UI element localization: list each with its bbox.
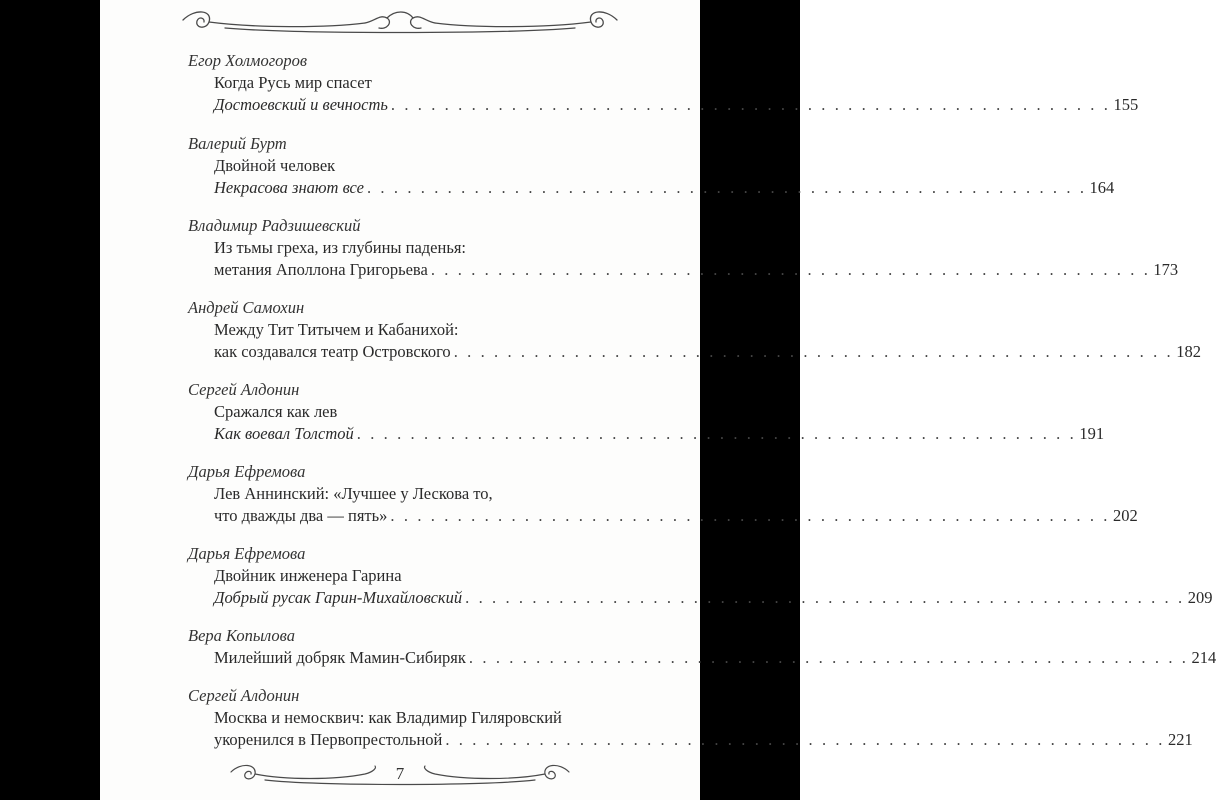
toc-line xyxy=(214,483,608,505)
toc-line xyxy=(214,647,1216,669)
toc-title: что дважды два — пять» xyxy=(214,506,388,525)
toc-author: Дарья Ефремова xyxy=(188,462,306,481)
toc-page-number: 155 xyxy=(1113,95,1139,114)
toc-entry xyxy=(188,461,1138,527)
toc-title: как создавался театр Островского xyxy=(214,342,451,361)
toc-line xyxy=(214,423,1105,445)
toc-entry xyxy=(188,297,1202,363)
toc-entry xyxy=(188,625,1216,669)
toc-line xyxy=(214,729,1193,751)
toc-line xyxy=(214,565,608,587)
right-border xyxy=(700,0,800,800)
toc-title: Между Тит Титычем и Кабанихой: xyxy=(214,320,459,339)
toc-title: Как воевал Толстой xyxy=(214,424,354,443)
toc-line xyxy=(214,401,608,423)
leader-dots: . . . . . . . . . . . . . . . . . . . . . . . . . . . . . . . . . . . . . . . . . . . . . . . . . . . . . . xyxy=(390,506,1110,525)
leader-dots: . . . . . . . . . . . . . . . . . . . . . . . . . . . . . . . . . . . . . . . . . . . . . . . . . . . . . . xyxy=(356,424,1077,443)
left-border xyxy=(0,0,100,800)
toc-title: Некрасова знают все xyxy=(214,178,364,197)
toc-entry xyxy=(188,379,1105,445)
leader-dots: . . . . . . . . . . . . . . . . . . . . . . . . . . . . . . . . . . . . . . . . . . . . . . . . . . . . . . xyxy=(366,178,1087,197)
toc-line xyxy=(214,341,1202,363)
toc-title: Из тьмы греха, из глубины паденья: xyxy=(214,238,467,257)
leader-dots: . . . . . . . . . . . . . . . . . . . . . . . . . . . . . . . . . . . . . . . . . . . . . . . . . . . . . . xyxy=(430,260,1151,279)
toc-line xyxy=(214,587,1213,609)
toc-title: Сражался как лев xyxy=(214,402,338,421)
toc-entry xyxy=(188,50,1139,116)
toc-page-number: 164 xyxy=(1089,178,1115,197)
toc-line xyxy=(214,94,1139,116)
toc-author: Владимир Радзишевский xyxy=(188,216,361,235)
leader-dots: . . . . . . . . . . . . . . . . . . . . . . . . . . . . . . . . . . . . . . . . . . . . . . . . . . . . . . xyxy=(445,730,1165,749)
toc-page-number: 191 xyxy=(1079,424,1105,443)
toc-title: Достоевский и вечность xyxy=(214,95,388,114)
toc-title: метания Аполлона Григорьева xyxy=(214,260,428,279)
leader-dots: . . . . . . . . . . . . . . . . . . . . . . . . . . . . . . . . . . . . . . . . . . . . . . . . . . . . . . xyxy=(453,342,1174,361)
toc-title: Двойник инженера Гарина xyxy=(214,566,402,585)
toc-title: Двойной человек xyxy=(214,156,336,175)
toc-line xyxy=(214,155,608,177)
toc-line xyxy=(214,707,608,729)
toc-title: Милейший добряк Мамин-Сибиряк xyxy=(214,648,466,667)
toc-page-number: 214 xyxy=(1191,648,1216,667)
toc-page-number: 209 xyxy=(1187,588,1213,607)
leader-dots: . . . . . . . . . . . . . . . . . . . . . . . . . . . . . . . . . . . . . . . . . . . . . . . . . . . . . . xyxy=(468,648,1189,667)
toc-title: Лев Аннинский: «Лучшее у Лескова то, xyxy=(214,484,493,503)
toc-author: Сергей Алдонин xyxy=(188,686,300,705)
toc-line xyxy=(214,505,1138,527)
toc-title: укоренился в Первопрестольной xyxy=(214,730,443,749)
toc-page-number: 221 xyxy=(1167,730,1193,749)
toc-author: Сергей Алдонин xyxy=(188,380,300,399)
toc-title: Добрый русак Гарин-Михайловский xyxy=(214,588,463,607)
toc-page-number: 182 xyxy=(1176,342,1202,361)
toc-author: Андрей Самохин xyxy=(188,298,305,317)
toc-title: Москва и немосквич: как Владимир Гиляровский xyxy=(214,708,562,727)
toc-line xyxy=(214,237,608,259)
toc-author: Валерий Бурт xyxy=(188,134,287,153)
toc-entry xyxy=(188,133,1115,199)
page-number: 7 xyxy=(395,764,405,783)
toc-entry xyxy=(188,215,1179,281)
leader-dots: . . . . . . . . . . . . . . . . . . . . . . . . . . . . . . . . . . . . . . . . . . . . . . . . . . . . . . xyxy=(390,95,1111,114)
toc-page-number: 202 xyxy=(1113,506,1138,525)
toc-entry xyxy=(188,543,1213,609)
toc-title: Когда Русь мир спасет xyxy=(214,73,372,92)
book-page xyxy=(100,0,1216,800)
toc-line xyxy=(214,259,1179,281)
toc-author: Дарья Ефремова xyxy=(188,544,306,563)
toc-author: Вера Копылова xyxy=(188,626,295,645)
toc-line xyxy=(214,319,608,341)
top-ornament-icon xyxy=(175,6,625,40)
toc-page-number: 173 xyxy=(1153,260,1179,279)
toc-entry xyxy=(188,685,1193,751)
toc-line xyxy=(214,72,608,94)
toc-author: Егор Холмогоров xyxy=(188,51,308,70)
toc-line xyxy=(214,177,1115,199)
leader-dots: . . . . . . . . . . . . . . . . . . . . . . . . . . . . . . . . . . . . . . . . . . . . . . . . . . . . . . xyxy=(465,588,1185,607)
